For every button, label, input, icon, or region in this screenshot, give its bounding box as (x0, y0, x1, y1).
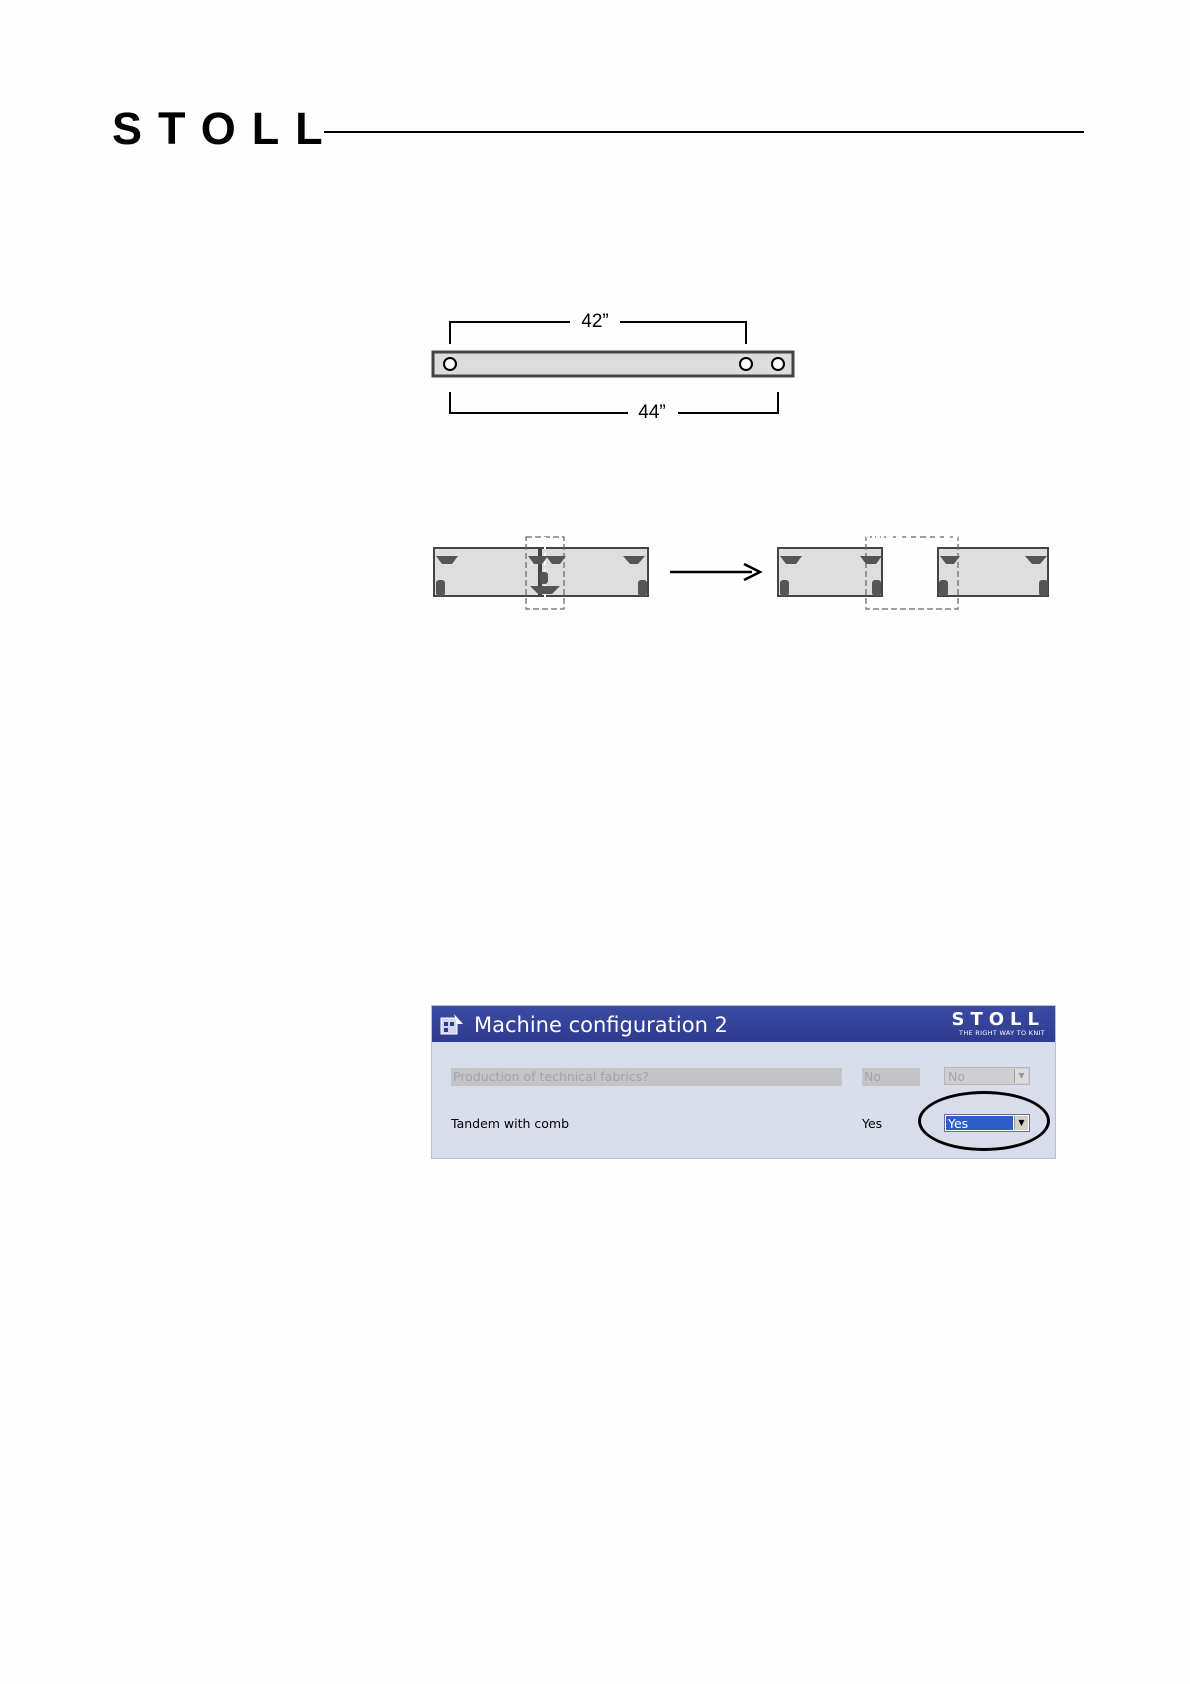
dim-bottom-bracket-right (678, 392, 778, 413)
machine-left-a (434, 548, 539, 596)
bar-hole-middle (740, 358, 752, 370)
stoll-logo: STOLL (112, 103, 339, 154)
tandem-with-comb-select-value: Yes (946, 1116, 1013, 1130)
foot-icon (872, 580, 881, 596)
dim-bottom-bracket-left (450, 392, 628, 413)
tandem-with-comb-label: Tandem with comb (451, 1116, 570, 1131)
configuration-icon (440, 1012, 464, 1036)
dimension-figure (430, 300, 800, 425)
tandem-with-comb-current-value: Yes (862, 1116, 883, 1131)
dialog-brand (952, 1011, 1045, 1038)
dim-top-label: 42” (581, 311, 609, 332)
dim-top-bracket-left (450, 322, 570, 344)
foot-icon (1039, 580, 1048, 596)
tandem-separation-figure (430, 532, 1060, 612)
dialog-title: Machine configuration 2 (474, 1013, 728, 1037)
foot-icon (780, 580, 789, 596)
technical-fabrics-select-value: No (948, 1069, 965, 1084)
brand-name: STOLL (951, 1009, 1045, 1030)
technical-fabrics-current-value: No (862, 1068, 920, 1086)
technical-fabrics-select[interactable] (944, 1067, 1030, 1085)
bar-hole-left (444, 358, 456, 370)
chevron-down-icon[interactable]: ▼ (1014, 1116, 1028, 1130)
chevron-down-icon[interactable]: ▼ (1014, 1069, 1028, 1083)
foot-icon (638, 580, 647, 596)
dialog-title-bar (432, 1006, 1055, 1042)
dim-bottom-label: 44” (638, 402, 666, 423)
foot-icon (540, 572, 548, 584)
technical-fabrics-label: Production of technical fabrics? (451, 1068, 842, 1086)
dim-top-bracket-right (620, 322, 746, 344)
foot-icon (939, 580, 948, 596)
selection-highlight-ellipse (918, 1091, 1050, 1151)
brand-tagline: THE RIGHT WAY TO KNIT (959, 1029, 1045, 1037)
foot-icon (436, 580, 445, 596)
bar-hole-right (772, 358, 784, 370)
machine-right-b (938, 548, 1048, 596)
header-rule (324, 131, 1084, 133)
